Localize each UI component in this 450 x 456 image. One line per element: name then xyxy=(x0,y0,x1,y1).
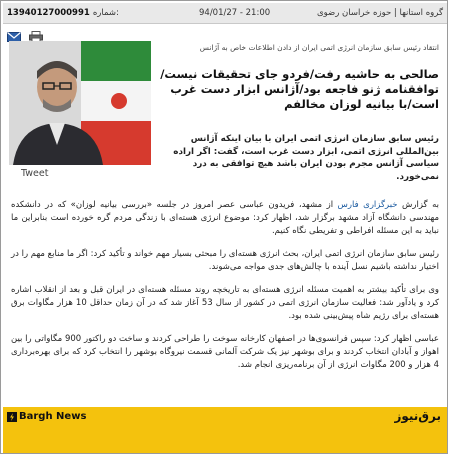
bargh-news-logo xyxy=(7,411,86,422)
article-body xyxy=(11,199,439,382)
article-headline: صالحی به حاشیه رفت/فردو جای تحقیقات نیست/توافقنامه ژنو فاجعه بود/آژانس ابزار دست غرب است/با بیانیه لوزان مخالفم xyxy=(160,67,439,111)
action-icons xyxy=(7,28,43,40)
article-paragraph: عباسی اظهار کرد: سپس فرانسوی‌ها در اصفهان کارخانه سوخت را طراحی کردند و ساخت دو راکتور 900 مگاواتی را بین اهواز و آبادان انتخاب کردند و برای بوشهر نیز یک شرکت آلمانی قسمت نیروگاه بوشهر را انتخاب کرد که برای بهره‌برداری 4 هزار و 200 مگاوات انرژی از آن برنامه‌ریزی انجام شد. xyxy=(11,334,439,370)
article-content xyxy=(7,41,443,393)
print-icon[interactable] xyxy=(29,28,43,40)
article-paragraph: رئیس سابق سازمان انرژی اتمی ایران، بحث انرژی هسته‌ای را مبحثی بسیار مهم خواند و تأکید کرد: اگر ما منابع مهم را در اختیار نداشته باشیم نسل آینده با چالش‌های جدی مواجه می‌شوند. xyxy=(11,249,439,272)
footer-bar xyxy=(3,407,447,453)
paragraph-intro: به گزارش xyxy=(402,200,439,210)
article-datetime: 94/01/27 - 21:00 xyxy=(199,8,271,18)
article-number-value: 13940127000991 xyxy=(7,8,90,18)
source-link[interactable]: خبرگزاری فارس xyxy=(337,200,398,210)
article-lead: انتقاد رئیس سابق سازمان انرژی اتمی ایران از دادن اطلاعات خاص به آژانس xyxy=(199,43,439,52)
article-category[interactable]: گروه استانها | حوزه خراسان رضوی xyxy=(316,8,443,18)
paragraph-text: از مشهد، فریدون عباسی عصر امروز در جلسه «بررسی بیانیه لوزان» که در دانشکده مهندسی دانشگاه آزاد مشهد برگزار شد، اظهار کرد: موضوع انرژی هسته‌ای با زندگی مردم گره خورده است بنابراین ما نباید به این مسئله افراطی و تفریطی نگاه کنیم. xyxy=(11,200,439,236)
article-photo xyxy=(9,41,151,165)
tweet-button[interactable]: Tweet xyxy=(21,168,49,179)
article-paragraph xyxy=(11,199,439,238)
logo-right-text: برق‌نیوز xyxy=(394,409,441,423)
bolt-icon xyxy=(7,412,17,422)
article-summary: رئیس سابق سازمان انرژی اتمی ایران با بیان اینکه آژانس بین‌المللی انرژی اتمی، ابزار دست غرب است، گفت: اگر اراده سیاسی آژانس مجرم بودن ایران باشد هیچ توافقی به درد نمی‌خورد. xyxy=(173,134,439,182)
article-number-label: شماره: xyxy=(92,8,119,18)
article-paragraph: وی برای تأکید بیشتر به اهمیت مسئله انرژی هسته‌ای به تاریخچه روند مسئله هسته‌ای در ایران قبل و بعد از انقلاب اشاره کرد و یادآور شد: فعالیت سازمان انرژی اتمی در کشور از سال 53 آغاز شد که در آن زمان حداقل 10 هزار مگاوات برق هسته‌ای برای رژیم شاه پیش‌بینی شده بود. xyxy=(11,285,439,321)
logo-left-text: Bargh News xyxy=(19,411,87,422)
article-meta-bar xyxy=(3,3,447,24)
email-icon[interactable] xyxy=(7,28,21,40)
article-number xyxy=(3,8,119,18)
